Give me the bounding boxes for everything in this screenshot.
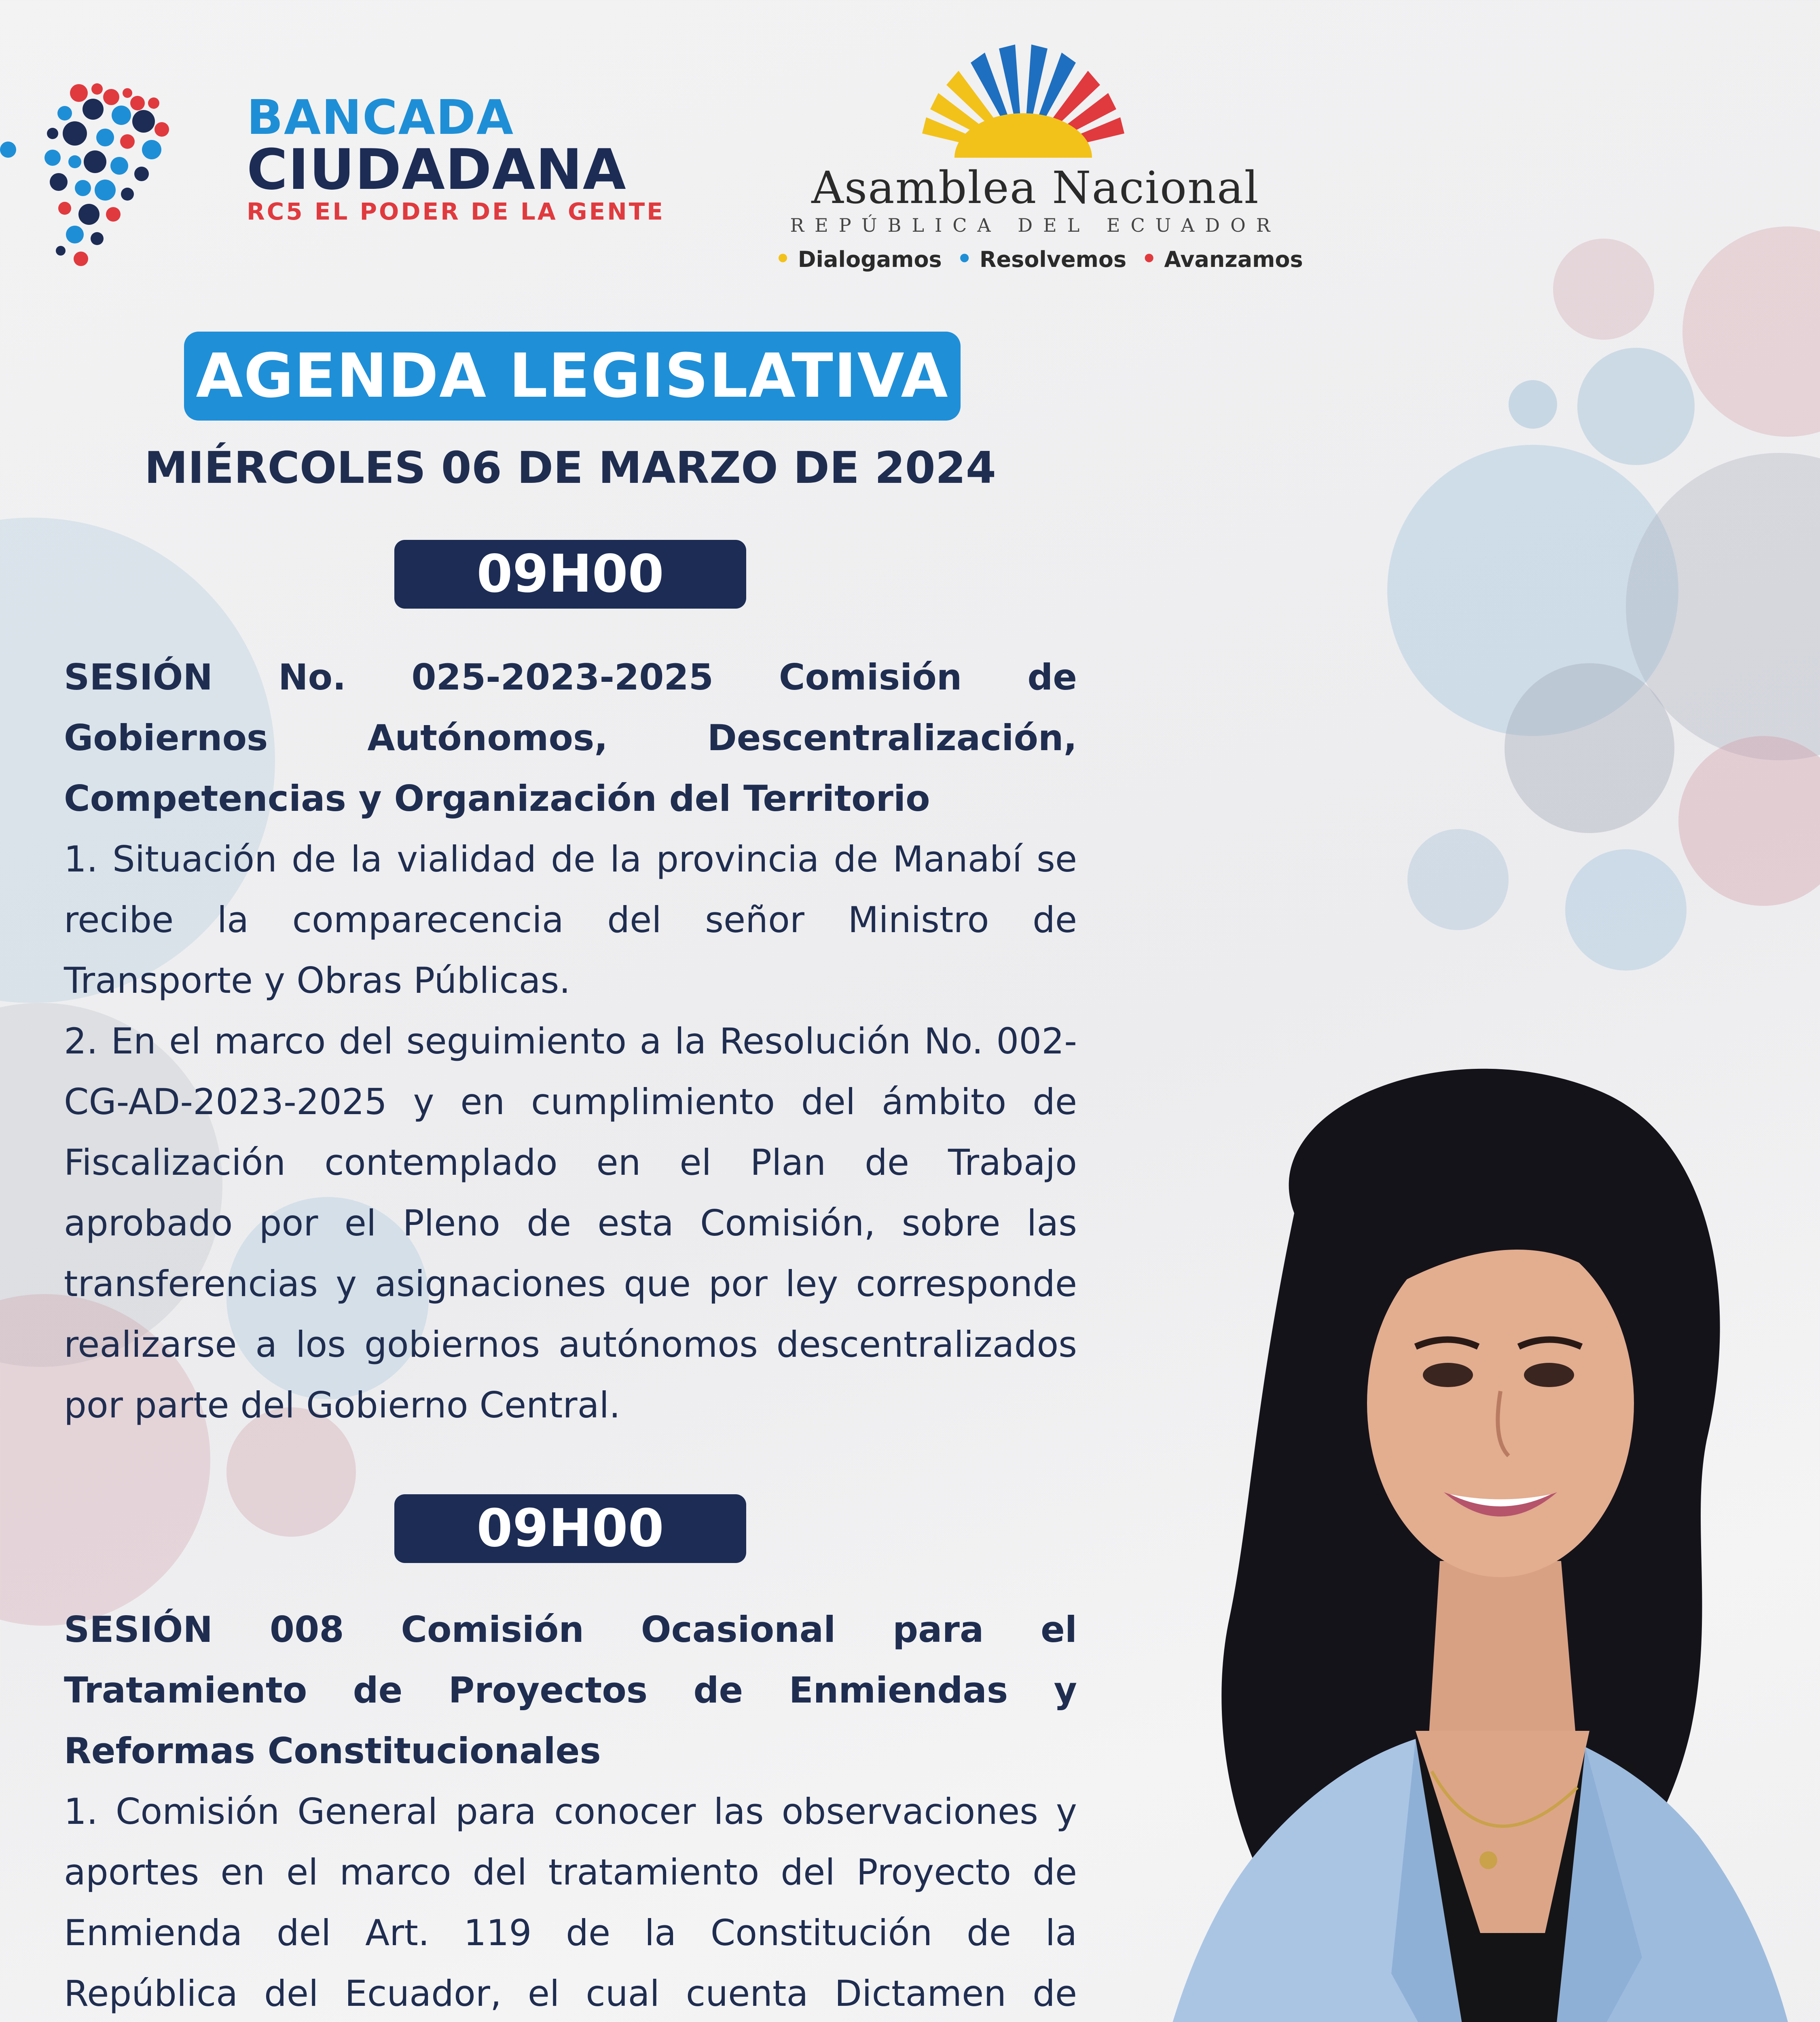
bg-bubble xyxy=(1565,849,1687,971)
session-1-title: SESIÓN No. 025-2023-2025 Comisión de Gobiernos Autónomos, Descentralización, Competencias y Organización del Territorio xyxy=(64,656,1077,819)
session-1-item-2: 2. En el marco del seguimiento a la Resolución No. 002-CG-AD-2023-2025 y en cumplimiento del ámbito de Fiscalización contemplado en el Plan de Trabajo aprobado por el Pleno de esta Comisión, sobre las transferencias y asignaciones que por ley corresponde realizarse a los gobiernos autónomos descentralizados por parte del Gobierno Central. xyxy=(64,1020,1077,1426)
bancada-ciudadana-wordmark xyxy=(247,89,665,225)
asamblea-subtitle: REPÚBLICA DEL ECUADOR xyxy=(790,214,1281,236)
bg-bubble xyxy=(1407,829,1509,930)
asamblea-motto: • Dialogamos • Resolvemos • Avanzamos xyxy=(775,245,1303,273)
agenda-date: MIÉRCOLES 06 DE MARZO DE 2024 xyxy=(144,443,997,493)
session-1-item-1: 1. Situación de la vialidad de la provincia de Manabí se recibe la comparecencia del señor Ministro de Transporte y Obras Públicas. xyxy=(64,838,1077,1001)
asamblea-title: Asamblea Nacional xyxy=(811,162,1259,214)
bg-bubble xyxy=(1682,226,1820,437)
session-1 xyxy=(64,647,1077,1436)
agenda-title: AGENDA LEGISLATIVA xyxy=(184,332,961,421)
bancada-line1: BANCADA xyxy=(247,89,514,145)
bancada-slogan: RC5 EL PODER DE LA GENTE xyxy=(247,198,665,225)
logo-accent-dot xyxy=(0,142,16,158)
assemblywoman-photo xyxy=(1084,1043,1820,2022)
session-2-item-1: 1. Comisión General para conocer las observaciones y aportes en el marco del tratamiento del Proyecto de Enmienda del Art. 119 de la Constitución de la República del Ecuador, el cual cuenta Dictamen de xyxy=(64,1791,1077,2014)
bancada-line2: CIUDADANA xyxy=(247,137,626,202)
session-2-time: 09H00 xyxy=(394,1494,746,1563)
motto-2: Resolvemos xyxy=(979,247,1127,272)
bg-bubble xyxy=(1553,239,1654,340)
session-2-title: SESIÓN 008 Comisión Ocasional para el Tratamiento de Proyectos de Enmiendas y Reformas Constitucionales xyxy=(64,1609,1077,1772)
bg-bubble xyxy=(1505,663,1674,833)
bg-bubble xyxy=(1678,736,1820,906)
motto-1: Dialogamos xyxy=(798,247,942,272)
bg-bubble xyxy=(1577,348,1695,465)
session-1-time: 09H00 xyxy=(394,540,746,609)
asamblea-nacional-sun-icon xyxy=(906,36,1141,170)
motto-3: Avanzamos xyxy=(1164,247,1303,272)
bancada-ciudadana-logo xyxy=(40,81,174,271)
bg-bubble xyxy=(1509,380,1557,429)
session-2 xyxy=(64,1599,1077,2022)
